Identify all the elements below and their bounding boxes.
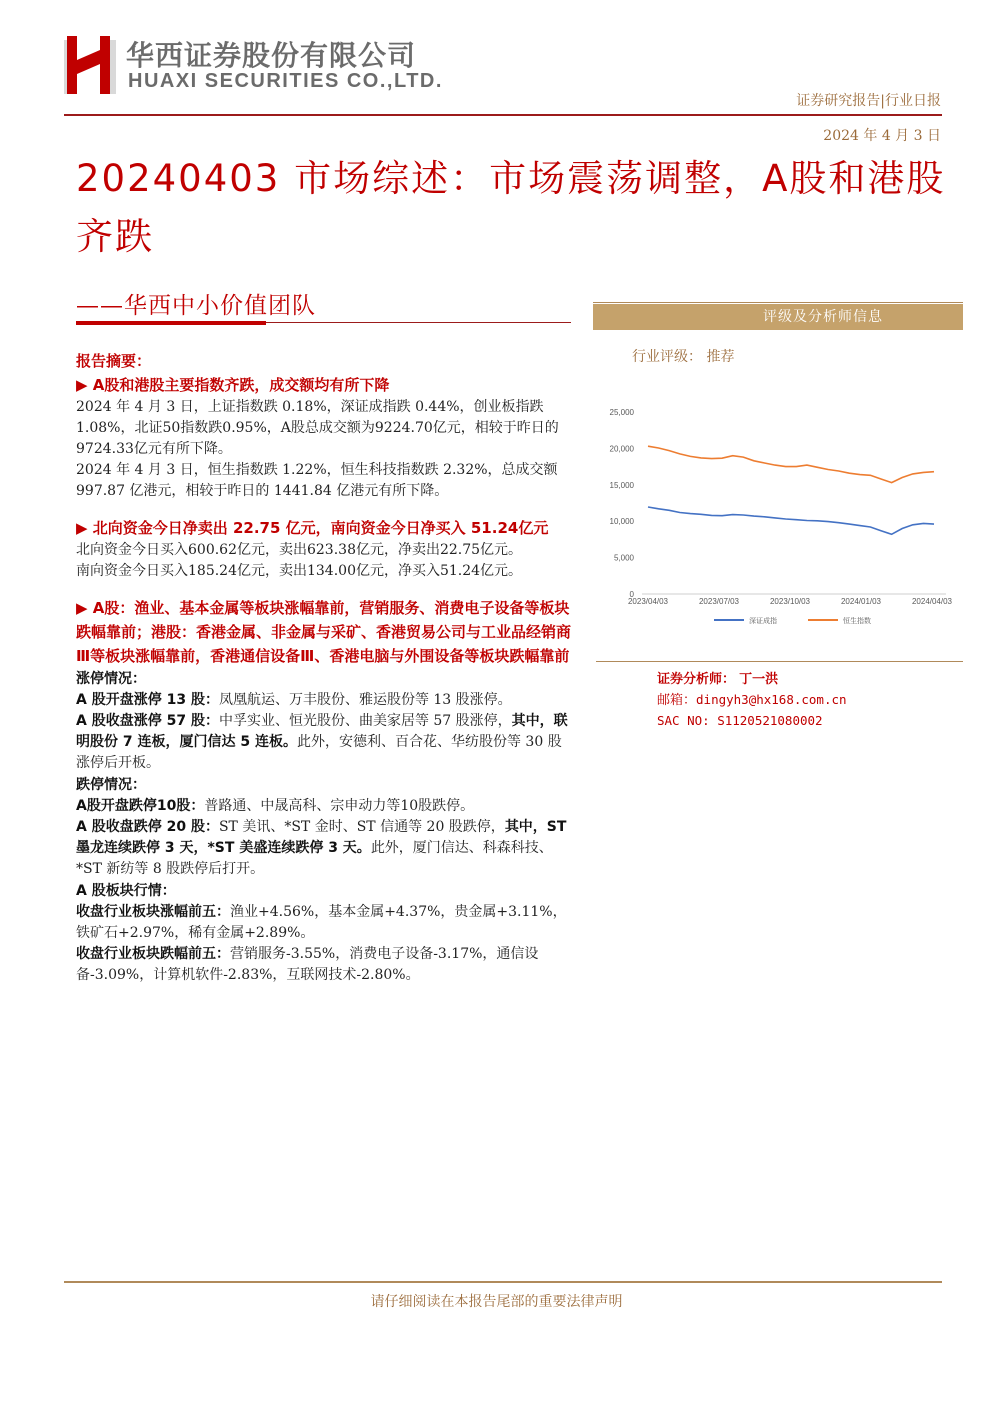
paragraph: 2024 年 4 月 3 日，上证指数跌 0.18%，深证成指跌 0.44%，创业板指跌1.08%，北证50指数跌0.95%，A股总成交额为9224.70亿元，相较于昨日的9724.33亿元有所下降。	[76, 399, 559, 457]
section-heading: ▶ 北向资金今日净卖出 22.75 亿元，南向资金今日净买入 51.24亿元	[76, 519, 549, 537]
section-heading: ▶ A股和港股主要指数齐跌，成交额均有所下降	[76, 376, 390, 394]
x-tick-label: 2024/01/03	[840, 597, 882, 606]
paragraph: A 股收盘跌停 20 股：ST 美讯、*ST 金时、ST 信通等 20 股跌停，其中，ST 墨龙连续跌停 3 天，*ST 美盛连续跌停 3 天。此外，厦门信达、科森科技、*ST 新纺等 8 股跌停后打开。	[76, 819, 567, 877]
analyst-info	[657, 670, 847, 731]
y-tick-label: 0	[629, 590, 634, 599]
series-line	[648, 446, 934, 482]
chart-series	[648, 446, 934, 534]
paragraph: 北向资金今日买入600.62亿元，卖出623.38亿元，净卖出22.75亿元。	[76, 542, 523, 558]
paragraph: 收盘行业板块跌幅前五：营销服务-3.55%，消费电子设备-3.17%，通信设备-3.09%，计算机软件-2.83%，互联网技术-2.80%。	[76, 946, 539, 983]
paragraph: A 股开盘涨停 13 股：凤凰航运、万丰股份、雅运股份等 13 股涨停。	[76, 692, 512, 708]
chart-legend	[714, 616, 871, 625]
legend-label: 恒生指数	[843, 617, 871, 625]
limit-up-label: 涨停情况：	[76, 671, 146, 687]
chart-axes	[610, 408, 953, 606]
series-line	[648, 507, 934, 534]
limit-down-label: 跌停情况：	[76, 777, 146, 793]
info-header: 评级及分析师信息	[593, 304, 963, 330]
report-title: 20240403 市场综述：市场震荡调整，A股和港股齐跌	[76, 157, 946, 258]
sac-number: SAC NO: S1120521080002	[657, 713, 823, 728]
summary-column	[76, 350, 572, 986]
y-tick-label: 10,000	[609, 517, 634, 527]
y-tick-label: 5,000	[613, 553, 634, 563]
sector-label: A 股板块行情：	[76, 883, 176, 899]
legal-notice: 请仔细阅读在本报告尾部的重要法律声明	[370, 1294, 623, 1310]
legend-label: 深证成指	[749, 617, 777, 625]
team-name: ——华西中小价值团队	[76, 293, 316, 319]
x-tick-label: 2023/04/03	[627, 597, 669, 606]
paragraph: 收盘行业板块涨幅前五：渔业+4.56%，基本金属+4.37%，贵金属+3.11%，铁矿石+2.97%，稀有金属+2.89%。	[76, 904, 567, 941]
industry-rating: 行业评级： 推荐	[632, 349, 735, 365]
x-tick-label: 2023/10/03	[769, 597, 811, 606]
report-date: 2024 年 4 月 3 日	[823, 128, 941, 144]
team-underline-bar	[76, 321, 266, 325]
summary-label: 报告摘要：	[76, 352, 152, 370]
email-label: 邮箱：	[657, 693, 697, 708]
index-line-chart	[596, 400, 956, 630]
company-name-en: HUAXI SECURITIES CO.,LTD.	[128, 70, 443, 92]
paragraph: A股开盘跌停10股：普路通、中晟高科、宗申动力等10股跌停。	[76, 798, 475, 814]
footer-divider	[64, 1281, 942, 1283]
paragraph: 南向资金今日买入185.24亿元，卖出134.00亿元，净买入51.24亿元。	[76, 563, 523, 579]
analyst-email[interactable]: dingyh3@hx168.com.cn	[696, 692, 847, 707]
analyst-name: 丁一洪	[739, 672, 779, 687]
info-separator	[596, 661, 963, 662]
report-type: 证券研究报告|行业日报	[796, 93, 941, 109]
x-tick-label: 2023/07/03	[698, 597, 740, 606]
x-tick-label: 2024/04/03	[911, 597, 953, 606]
analyst-label: 证券分析师：	[657, 672, 736, 687]
paragraph: A 股收盘涨停 57 股：中孚实业、恒光股份、曲美家居等 57 股涨停，其中，联明股份 7 连板，厦门信达 5 连板。此外，安德利、百合花、华纺股份等 30 股涨停后开板。	[76, 713, 568, 771]
info-top-rule	[593, 302, 963, 303]
huaxi-logo-icon	[64, 36, 116, 94]
company-name-cn: 华西证券股份有限公司	[126, 39, 417, 72]
header-divider	[64, 114, 942, 116]
y-tick-label: 15,000	[609, 480, 634, 490]
section-heading: ▶ A股：渔业、基本金属等板块涨幅靠前，营销服务、消费电子设备等板块跌幅靠前；港股：香港金属、非金属与采矿、香港贸易公司与工业品经销商Ⅲ等板块涨幅靠前，香港通信设备Ⅲ、香港电脑与外围设备等板块跌幅靠前	[76, 599, 572, 665]
team-underline-rule	[266, 322, 571, 323]
y-tick-label: 20,000	[609, 444, 634, 454]
y-tick-label: 25,000	[609, 408, 634, 417]
paragraph: 2024 年 4 月 3 日，恒生指数跌 1.22%，恒生科技指数跌 2.32%，总成交额 997.87 亿港元，相较于昨日的 1441.84 亿港元有所下降。	[76, 462, 558, 499]
